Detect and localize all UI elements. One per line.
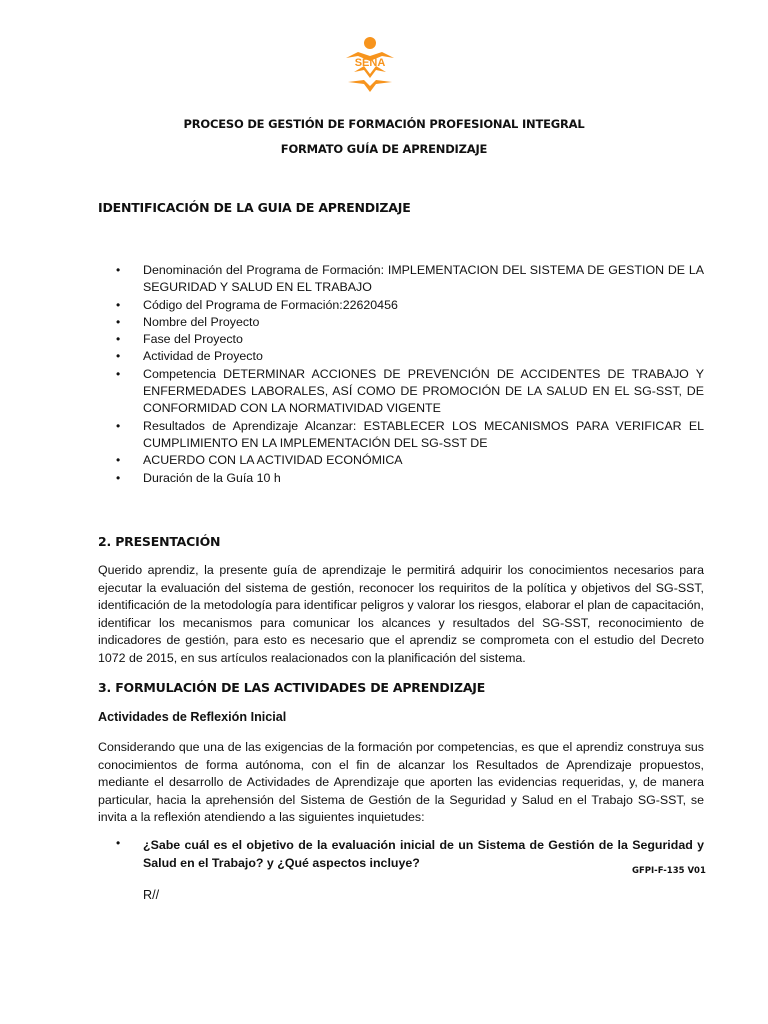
list-item: • Resultados de Aprendizaje Alcanzar: ESTABLECER LOS MECANISMOS PARA VERIFICAR EL CUMPLIMIENTO EN LA IMPLEMENTACIÓN DEL SG-SST DE bbox=[98, 418, 704, 453]
list-item: • Nombre del Proyecto bbox=[98, 314, 704, 331]
list-item: • Fase del Proyecto bbox=[98, 331, 704, 348]
answer-text: R// bbox=[143, 888, 160, 902]
activities-text: Considerando que una de las exigencias de la formación por competencias, es que el aprendiz construya sus conocimientos de forma autónoma, con el fin de alcanzar los Resultados de Aprendizaje propuestos, mediante el desarrollo de Actividades de Aprendizaje que aporten las evidencias requeridas, y, de manera particular, hacia la aprehensión del Sistema de Gestión de la Seguridad y Salud en el Trabajo SG-SST, se invita a la reflexión atendiendo a las siguientes inquietudes: bbox=[98, 740, 704, 825]
question-text: ¿Sabe cuál es el objetivo de la evaluación inicial de un Sistema de Gestión de la Seguridad y Salud en el Trabajo? y ¿Qué aspectos incluye? bbox=[143, 838, 704, 870]
presentation-text: Querido aprendiz, la presente guía de aprendizaje le permitirá adquirir los conocimientos necesarios para ejecutar la evaluación del sistema de gestión, reconocer los requiritos de la política y objetivos del SG-SST, identificación de la metodología para identificar peligros y valorar los riesgos, elaborar el plan de capacitación, identificar los mecanismos para comunicar los alcances y resultados del SG-SST, reconocimiento de indicadores de gestión, para esto es necesario que el aprendiz se comprometa con el estudio del Decreto 1072 de 2015, en sus artículos realacionados con la planificación del sistema. bbox=[98, 563, 704, 665]
list-item: • Competencia DETERMINAR ACCIONES DE PREVENCIÓN DE ACCIDENTES DE TRABAJO Y ENFERMEDADES LABORALES, ASÍ COMO DE PROMOCIÓN DE LA SALUD EN EL SG-SST, DE CONFORMIDAD CON LA NORMATIVIDAD VIGENTE bbox=[98, 366, 704, 418]
format-title: FORMATO GUÍA DE APRENDIZAJE bbox=[280, 142, 488, 156]
list-item: • Duración de la Guía 10 h bbox=[98, 470, 704, 487]
document-code: GFPI-F-135 V01 bbox=[632, 866, 706, 876]
list-item: • Actividad de Proyecto bbox=[98, 348, 704, 365]
question-bullet: • bbox=[116, 836, 121, 850]
list-item: • Código del Programa de Formación:22620456 bbox=[98, 297, 704, 314]
activities-subtitle: Actividades de Reflexión Inicial bbox=[98, 710, 287, 724]
identification-list bbox=[98, 262, 704, 487]
activities-heading: 3. FORMULACIÓN DE LAS ACTIVIDADES DE APRENDIZAJE bbox=[98, 680, 486, 695]
identification-heading: IDENTIFICACIÓN DE LA GUIA DE APRENDIZAJE bbox=[98, 200, 411, 215]
list-item: • ACUERDO CON LA ACTIVIDAD ECONÓMICA bbox=[98, 452, 704, 469]
sena-logo-text: SENA bbox=[354, 57, 386, 69]
sena-logo bbox=[342, 36, 398, 94]
list-item: • Denominación del Programa de Formación: IMPLEMENTACION DEL SISTEMA DE GESTION DE LA SEGURIDAD Y SALUD EN EL TRABAJO bbox=[98, 262, 704, 297]
presentation-heading: 2. PRESENTACIÓN bbox=[98, 534, 221, 549]
process-title: PROCESO DE GESTIÓN DE FORMACIÓN PROFESIONAL INTEGRAL bbox=[183, 117, 585, 131]
